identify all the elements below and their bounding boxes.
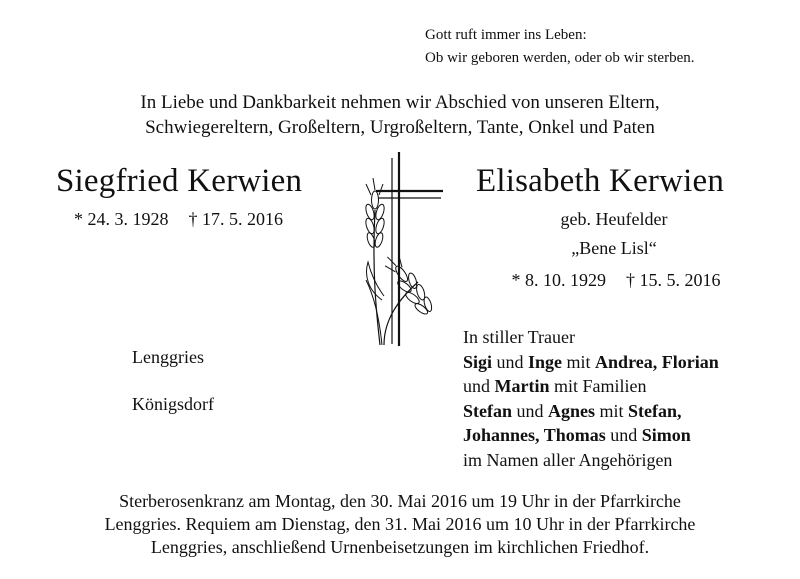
service-info xyxy=(0,490,800,559)
mourners-list xyxy=(463,325,719,472)
service-line: Lenggries, anschließend Urnenbeisetzungen im kirchlichen Friedhof. xyxy=(150,537,650,557)
connector-text: und xyxy=(512,400,548,421)
mourner-name: Sigi xyxy=(463,351,493,372)
mourner-name: Agnes xyxy=(548,400,596,421)
mourners-line xyxy=(463,374,719,399)
mourner-name: Johannes, Thomas xyxy=(463,425,606,445)
mourner-name: Martin xyxy=(494,376,550,396)
deceased-name-elisabeth: Elisabeth Kerwien xyxy=(476,163,725,199)
nickname: „Bene Lisl“ xyxy=(571,238,657,258)
motto-quote xyxy=(425,24,695,70)
place-koenigsdorf: Königsdorf xyxy=(132,394,214,414)
service-line: Lenggries. Requiem am Dienstag, den 31. Mai 2016 um 10 Uhr in der Pfarrkirche xyxy=(104,514,696,534)
connector-text: und xyxy=(492,351,529,372)
place-lenggries: Lenggries xyxy=(132,347,204,367)
mourners-line xyxy=(463,350,719,375)
connector-text: und xyxy=(463,376,495,396)
mourners-line xyxy=(463,399,719,424)
mourner-name: Andrea, Florian xyxy=(595,351,719,372)
service-line: Sterberosenkranz am Montag, den 30. Mai 2016 um 19 Uhr in der Pfarrkirche xyxy=(119,491,681,511)
mourner-name: Simon xyxy=(641,425,691,445)
connector-text: mit xyxy=(595,400,629,421)
deceased-dates-elisabeth xyxy=(476,268,756,292)
motto-line: Gott ruft immer ins Leben: xyxy=(425,27,587,43)
connector-text: mit Familien xyxy=(549,376,647,396)
connector-text: mit xyxy=(562,351,596,372)
intro-text xyxy=(0,90,800,140)
mourners-line: im Namen aller Angehörigen xyxy=(463,449,673,470)
motto-line: Ob wir geboren werden, oder ob wir sterben. xyxy=(425,50,695,66)
death-date: † 17. 5. 2016 xyxy=(188,209,283,229)
deceased-dates-siegfried xyxy=(74,207,283,231)
mourners-line: In stiller Trauer xyxy=(463,327,575,347)
death-date: † 15. 5. 2016 xyxy=(626,270,721,290)
mourner-name: Stefan, xyxy=(628,400,682,421)
mourner-name: Stefan xyxy=(463,400,512,421)
intro-line: In Liebe und Dankbarkeit nehmen wir Abschied von unseren Eltern, xyxy=(140,92,660,113)
birth-date: * 8. 10. 1929 xyxy=(511,270,606,290)
mourners-line xyxy=(463,423,719,448)
birth-date: * 24. 3. 1928 xyxy=(74,209,169,229)
cross-with-wheat-icon xyxy=(358,150,448,350)
maiden-name: geb. Heufelder xyxy=(560,209,668,229)
intro-line: Schwiegereltern, Großeltern, Urgroßeltern, Tante, Onkel und Paten xyxy=(145,117,655,138)
deceased-name-siegfried: Siegfried Kerwien xyxy=(56,163,303,199)
connector-text: und xyxy=(605,425,642,445)
mourner-name: Inge xyxy=(528,351,563,372)
